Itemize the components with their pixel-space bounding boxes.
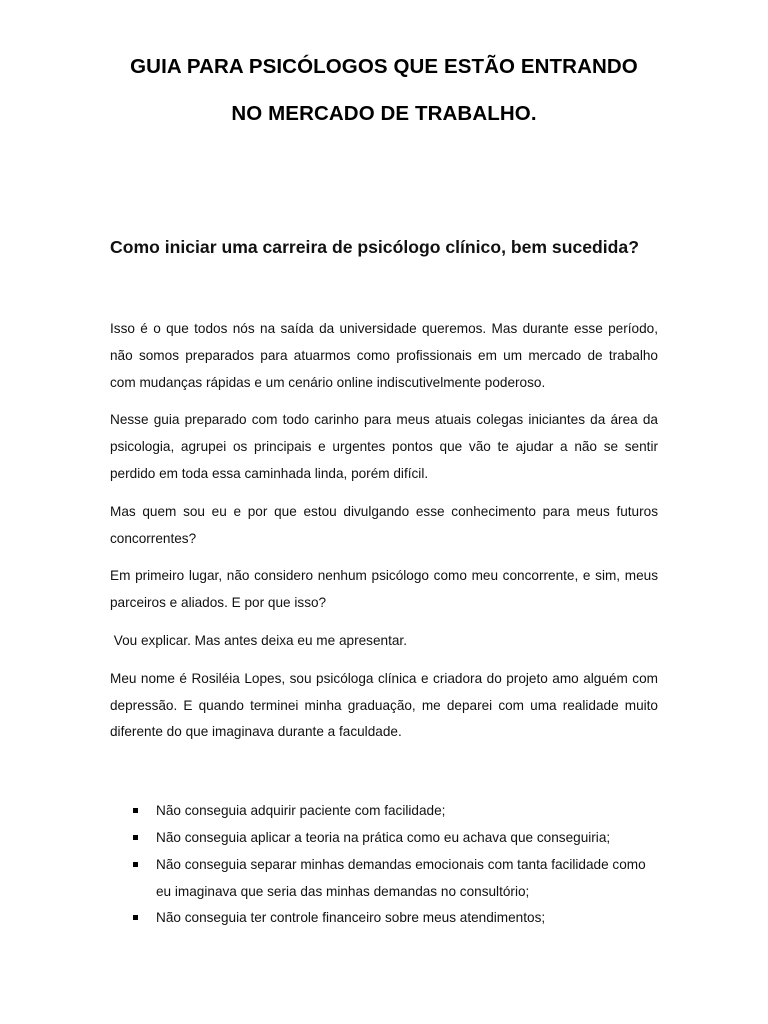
- document-body: [110, 316, 658, 932]
- paragraph-5: Vou explicar. Mas antes deixa eu me apresentar.: [110, 632, 407, 648]
- bullet-item-2: [110, 825, 658, 852]
- square-bullet-icon: [133, 915, 138, 920]
- bullet-text: Não conseguia separar minhas demandas emocionais com tanta facilidade como eu imaginava que seria das minhas demandas no consultório;: [156, 856, 646, 899]
- paragraph-6: Meu nome é Rosiléia Lopes, sou psicóloga clínica e criadora do projeto amo alguém com depressão. E quando terminei minha graduação, me deparei com uma realidade muito diferente do que imaginava durante a faculdade.: [110, 670, 658, 740]
- paragraph-3: Mas quem sou eu e por que estou divulgando esse conhecimento para meus futuros concorrentes?: [110, 503, 658, 546]
- bullet-item-4: [110, 905, 658, 932]
- square-bullet-icon: [133, 862, 138, 867]
- document-title-line-2: NO MERCADO DE TRABALHO.: [231, 102, 537, 125]
- bullet-text: Não conseguia adquirir paciente com facilidade;: [156, 803, 446, 819]
- document-subtitle: Como iniciar uma carreira de psicólogo clínico, bem sucedida?: [110, 237, 639, 257]
- paragraph-1: Isso é o que todos nós na saída da universidade queremos. Mas durante esse período, não somos preparados para atuarmos como profissionais em um mercado de trabalho com mudanças rápidas e um cenário online indiscutivelmente poderoso.: [110, 321, 658, 390]
- bullet-list: [110, 798, 658, 932]
- square-bullet-icon: [133, 808, 138, 813]
- square-bullet-icon: [133, 835, 138, 840]
- bullet-item-1: [110, 798, 658, 825]
- document-title-line-1: GUIA PARA PSICÓLOGOS QUE ESTÃO ENTRANDO: [130, 55, 638, 78]
- paragraph-2: Nesse guia preparado com todo carinho para meus atuais colegas iniciantes da área da psicologia, agrupei os principais e urgentes pontos que vão te ajudar a não se sentir perdido em toda essa caminhada linda, porém difícil.: [110, 412, 658, 481]
- bullet-text: Não conseguia ter controle financeiro sobre meus atendimentos;: [156, 910, 546, 926]
- bullet-text: Não conseguia aplicar a teoria na prática como eu achava que conseguiria;: [156, 829, 611, 845]
- paragraph-4: Em primeiro lugar, não considero nenhum psicólogo como meu concorrente, e sim, meus parceiros e aliados. E por que isso?: [110, 568, 658, 611]
- bullet-item-3: [110, 852, 658, 906]
